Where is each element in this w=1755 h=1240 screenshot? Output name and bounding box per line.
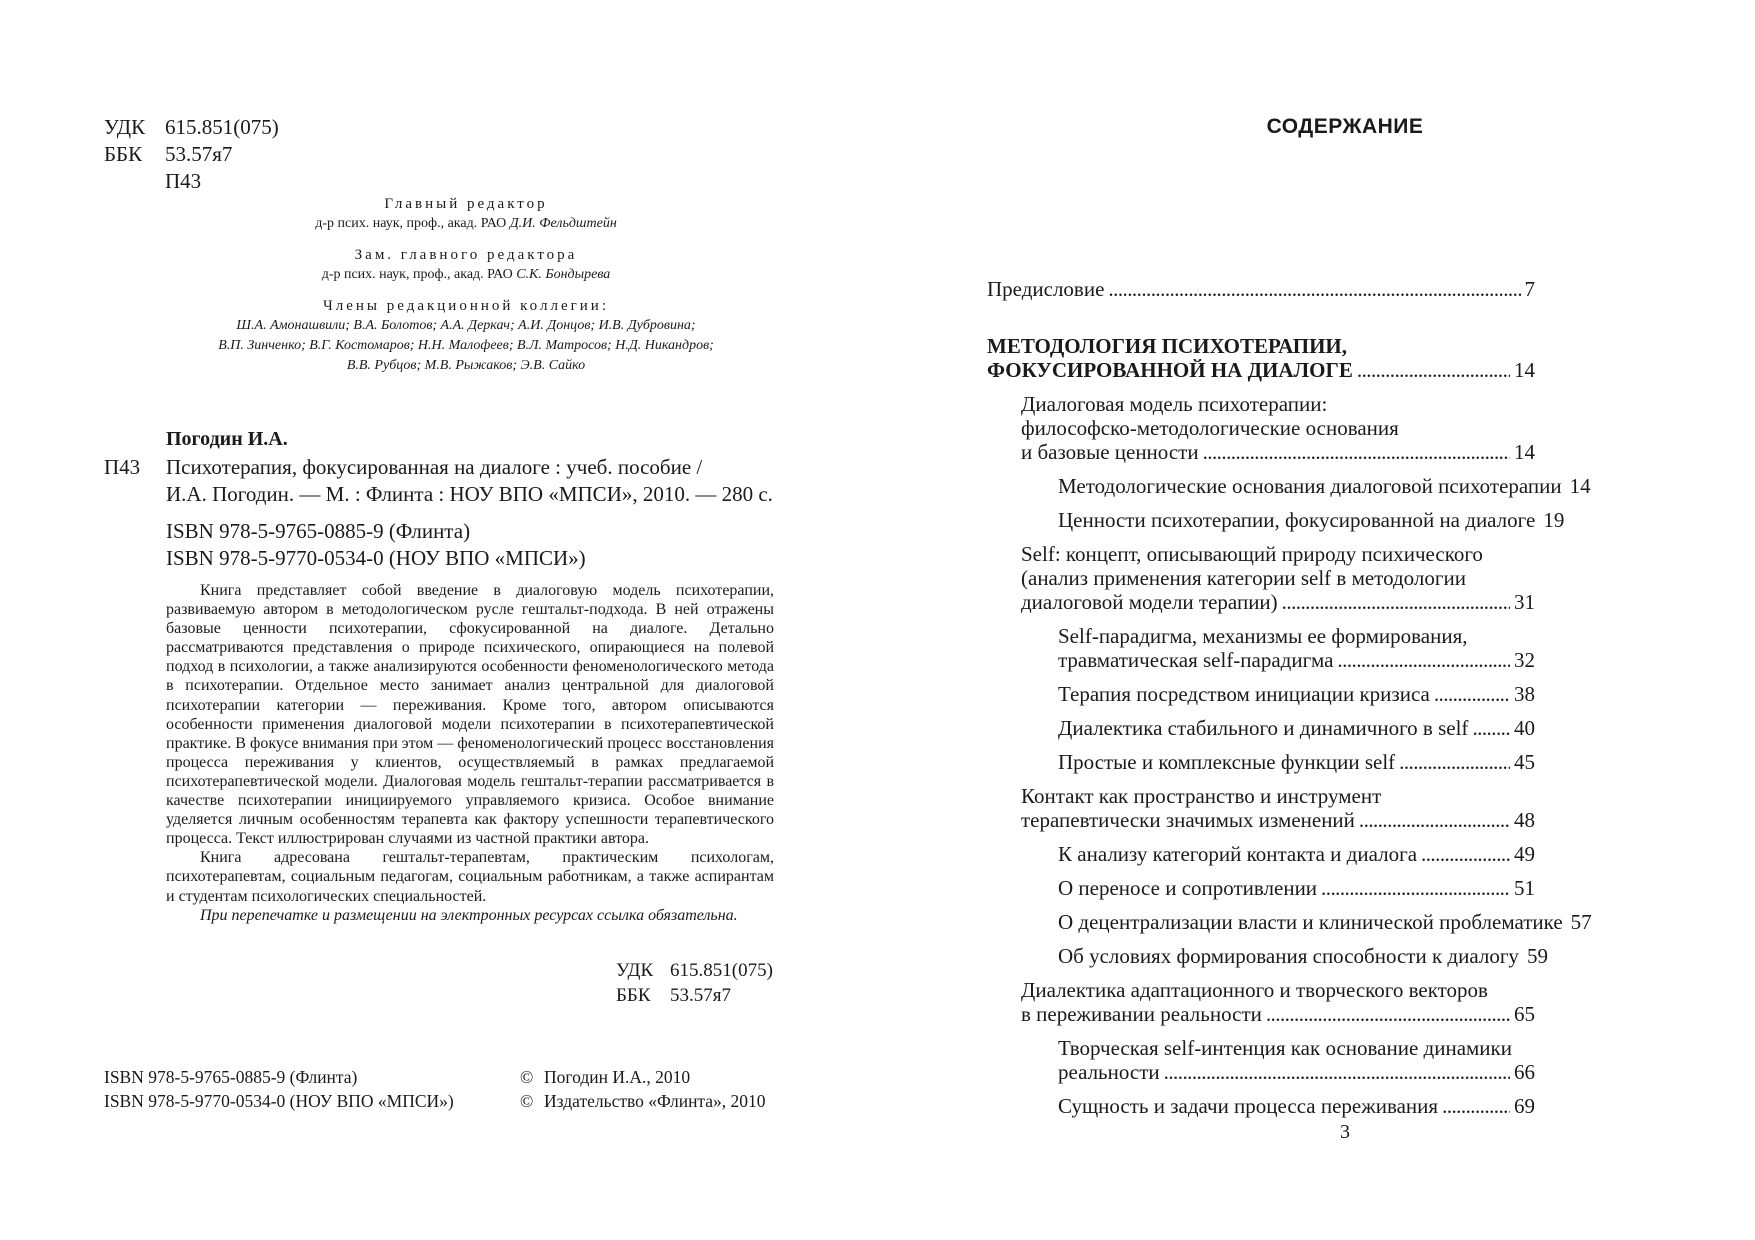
toc-page-number: 65	[1514, 1002, 1535, 1026]
toc-entry[interactable]	[987, 392, 1535, 464]
toc-dot-leader	[1399, 750, 1510, 774]
toc-entry[interactable]	[987, 682, 1535, 706]
toc-entry-title: Self: концепт, описывающий природу психического	[1021, 542, 1483, 566]
isbn-line: ISBN 978-5-9770-0534-0 (НОУ ВПО «МПСИ»)	[166, 546, 586, 570]
toc-dot-leader	[1472, 716, 1510, 740]
code-value: 615.851(075)	[165, 115, 279, 139]
toc-page-number: 19	[1543, 508, 1565, 532]
isbn-line: ISBN 978-5-9765-0885-9 (Флинта)	[166, 519, 471, 543]
toc-entry-title: Ценности психотерапии, фокусированной на диалоге	[1058, 508, 1536, 532]
code-key: ББК	[616, 985, 651, 1006]
toc-page-number: 38	[1514, 682, 1535, 706]
author-name: Погодин И.А.	[166, 428, 288, 450]
classification-codes-top	[104, 114, 279, 195]
toc-entry[interactable]	[987, 1094, 1535, 1118]
bibliographic-record	[104, 454, 784, 508]
code-value: 53.57я7	[670, 985, 731, 1006]
toc-entry-title: (анализ применения категории self в методологии	[1021, 566, 1466, 590]
abstract-paragraph: Книга представляет собой введение в диалоговую модель психотерапии, развиваемую автором в методологическом русле гештальт-подхода. В ней отражены базовые ценности психотерапии, сфокусированной на диалоге. Детально рассматриваются представления о природе психического, опирающиеся на полевой подход в психологии, а также анализируются особенности феноменологического метода в психотерапии. Отдельное место занимает анализ центральной для диалоговой психотерапии категории — переживания. Кроме того, автором описываются особенности применения диалоговой модели психотерапии в психотерапевтической практике. В фокусе внимания при этом — феноменологический процесс восстановления процесса переживания у клиентов, осуществляемый в рамках предлагаемой психотерапевтической модели. Диалоговая модель гештальт-терапии рассматривается в качестве психотерапии инициируемого управляемого кризиса. Особое внимание уделяется личным особенностям терапевта как фактору успешности терапевтического процесса. Текст иллюстрирован случаями из частной практики автора.	[166, 582, 774, 848]
classification-codes-bottom	[616, 958, 773, 1008]
toc-page-number: 14	[1569, 474, 1591, 498]
toc-dot-leader	[1442, 1094, 1510, 1118]
right-page	[877, 0, 1755, 1240]
biblio-code: П43	[104, 455, 141, 479]
code-key: ББК	[104, 142, 143, 166]
copyright-holder: Погодин И.А., 2010	[544, 1067, 691, 1087]
footer-isbn: ISBN 978-5-9770-0534-0 (НОУ ВПО «МПСИ»)	[104, 1091, 454, 1111]
toc-entry-title: философско-методологические основания	[1021, 416, 1399, 440]
toc-entry-title: Диалектика адаптационного и творческого векторов	[1021, 978, 1488, 1002]
toc-dot-leader	[1164, 1060, 1510, 1084]
chief-editor-name: Д.И. Фельдштейн	[509, 216, 617, 231]
toc-entry[interactable]	[987, 876, 1535, 900]
reprint-notice: При перепечатке и размещении на электронных ресурсах ссылка обязательна.	[200, 906, 738, 924]
toc-entry-title: МЕТОДОЛОГИЯ ПСИХОТЕРАПИИ,	[987, 334, 1347, 358]
toc-entry-title: ФОКУСИРОВАННОЙ НА ДИАЛОГЕ	[987, 358, 1353, 382]
toc-entry-title: в переживании реальности	[1021, 1002, 1262, 1026]
isbn-block	[166, 518, 586, 572]
toc-dot-leader	[1337, 648, 1510, 672]
biblio-line: Психотерапия, фокусированная на диалоге : учеб. пособие /	[166, 455, 703, 479]
toc-entry-title: Self-парадигма, механизмы ее формирования,	[1058, 624, 1468, 648]
code-key: УДК	[104, 115, 146, 139]
code-value: П43	[165, 169, 202, 193]
board-members-line: В.П. Зинченко; В.Г. Костомаров; Н.Н. Малофеев; В.Л. Матросов; Н.Д. Никандров;	[218, 338, 714, 353]
toc-entry[interactable]	[987, 624, 1535, 672]
toc-entry-title: Простые и комплексные функции self	[1058, 750, 1396, 774]
footer-isbn: ISBN 978-5-9765-0885-9 (Флинта)	[104, 1067, 358, 1087]
toc-dot-leader	[1421, 842, 1510, 866]
toc-entry-title: Об условиях формирования способности к диалогу	[1058, 944, 1519, 968]
copyright-symbol: ©	[520, 1091, 534, 1111]
chief-editor-title: д-р псих. наук, проф., акад. РАО	[315, 216, 507, 231]
toc-page-number: 51	[1514, 876, 1535, 900]
toc-dot-leader	[1434, 682, 1510, 706]
toc-page-number: 49	[1514, 842, 1535, 866]
toc-entry[interactable]	[987, 750, 1535, 774]
toc-entry-title: и базовые ценности	[1021, 440, 1199, 464]
chief-editor-block	[160, 194, 772, 234]
toc-page-number: 48	[1514, 808, 1535, 832]
toc-entry-title: О децентрализации власти и клинической проблематике	[1058, 910, 1563, 934]
toc-page-number: 57	[1570, 910, 1592, 934]
deputy-editor-title: д-р псих. наук, проф., акад. РАО	[321, 267, 513, 282]
copyright-footer	[104, 1065, 766, 1113]
toc-page-number: 66	[1514, 1060, 1535, 1084]
toc-entry-title: К анализу категорий контакта и диалога	[1058, 842, 1418, 866]
contents-title: СОДЕРЖАНИЕ	[1266, 115, 1424, 138]
toc-page-number: 31	[1514, 590, 1535, 614]
toc-entry[interactable]	[987, 716, 1535, 740]
editorial-board-block	[160, 296, 772, 376]
toc-page-number: 7	[1524, 277, 1535, 301]
code-key: УДК	[616, 960, 654, 981]
toc-dot-leader	[1203, 440, 1510, 464]
toc-entry-title: диалоговой модели терапии)	[1021, 590, 1278, 614]
toc-entry-title: О переносе и сопротивлении	[1058, 876, 1318, 900]
toc-entry-title: травматическая self-парадигма	[1058, 648, 1334, 672]
toc-entry-title: Предисловие	[987, 277, 1105, 301]
copyright-symbol: ©	[520, 1067, 534, 1087]
chief-editor-role: Главный редактор	[384, 196, 548, 212]
toc-entry[interactable]	[987, 542, 1535, 614]
toc-page-number: 32	[1514, 648, 1535, 672]
toc-entry-title: Методологические основания диалоговой психотерапии	[1058, 474, 1562, 498]
toc-dot-leader	[1357, 358, 1510, 382]
toc-entry-title: Творческая self-интенция как основание динамики	[1058, 1036, 1512, 1060]
toc-entry-title: Сущность и задачи процесса переживания	[1058, 1094, 1439, 1118]
table-of-contents	[987, 277, 1592, 1118]
deputy-editor-name: С.К. Бондырева	[516, 267, 611, 282]
board-members-line: Ш.А. Амонашвили; В.А. Болотов; А.А. Деркач; А.И. Донцов; И.В. Дубровина;	[236, 318, 696, 333]
toc-entry-title: Диалоговая модель психотерапии:	[1021, 392, 1328, 416]
toc-dot-leader	[1108, 277, 1520, 301]
copyright-holder: Издательство «Флинта», 2010	[544, 1091, 766, 1111]
toc-page-number: 69	[1514, 1094, 1535, 1118]
toc-entry-title: Контакт как пространство и инструмент	[1021, 784, 1382, 808]
toc-page-number: 45	[1514, 750, 1535, 774]
toc-entry-part[interactable]	[987, 334, 1535, 382]
abstract-paragraph: Книга адресована гештальт-терапевтам, практическим психологам, психотерапевтам, социальным педагогам, социальным работникам, а также аспирантам и студентам психологических специальностей.	[166, 849, 774, 905]
toc-dot-leader	[1282, 590, 1510, 614]
toc-entry[interactable]	[987, 277, 1535, 301]
abstract	[166, 581, 774, 925]
toc-dot-leader	[1321, 876, 1510, 900]
code-value: 53.57я7	[165, 142, 233, 166]
toc-entry-title: Терапия посредством инициации кризиса	[1058, 682, 1430, 706]
left-page	[0, 0, 877, 1240]
toc-entry[interactable]	[987, 978, 1535, 1026]
deputy-editor-role: Зам. главного редактора	[354, 247, 578, 263]
toc-entry[interactable]	[987, 842, 1535, 866]
toc-entry[interactable]	[987, 944, 1548, 968]
toc-entry-title: реальности	[1058, 1060, 1160, 1084]
deputy-editor-block	[160, 245, 772, 285]
toc-page-number: 14	[1514, 358, 1535, 382]
biblio-line: И.А. Погодин. — М. : Флинта : НОУ ВПО «МПСИ», 2010. — 280 с.	[166, 482, 773, 506]
toc-entry[interactable]	[987, 784, 1535, 832]
toc-entry-title: Диалектика стабильного и динамичного в self	[1058, 716, 1469, 740]
toc-entry[interactable]	[987, 1036, 1535, 1084]
toc-entry-title: терапевтически значимых изменений	[1021, 808, 1355, 832]
toc-entry[interactable]	[987, 508, 1565, 532]
toc-entry[interactable]	[987, 474, 1591, 498]
toc-dot-leader	[1359, 808, 1510, 832]
board-members-line: В.В. Рубцов; М.В. Рыжаков; Э.В. Сайко	[346, 358, 586, 373]
toc-page-number: 14	[1514, 440, 1535, 464]
toc-entry[interactable]	[987, 910, 1592, 934]
page-number: 3	[1340, 1121, 1350, 1143]
toc-page-number: 40	[1514, 716, 1535, 740]
code-value: 615.851(075)	[670, 960, 773, 981]
editorial-board-role: Члены редакционной коллегии:	[322, 298, 609, 314]
toc-dot-leader	[1266, 1002, 1510, 1026]
toc-page-number: 59	[1526, 944, 1548, 968]
